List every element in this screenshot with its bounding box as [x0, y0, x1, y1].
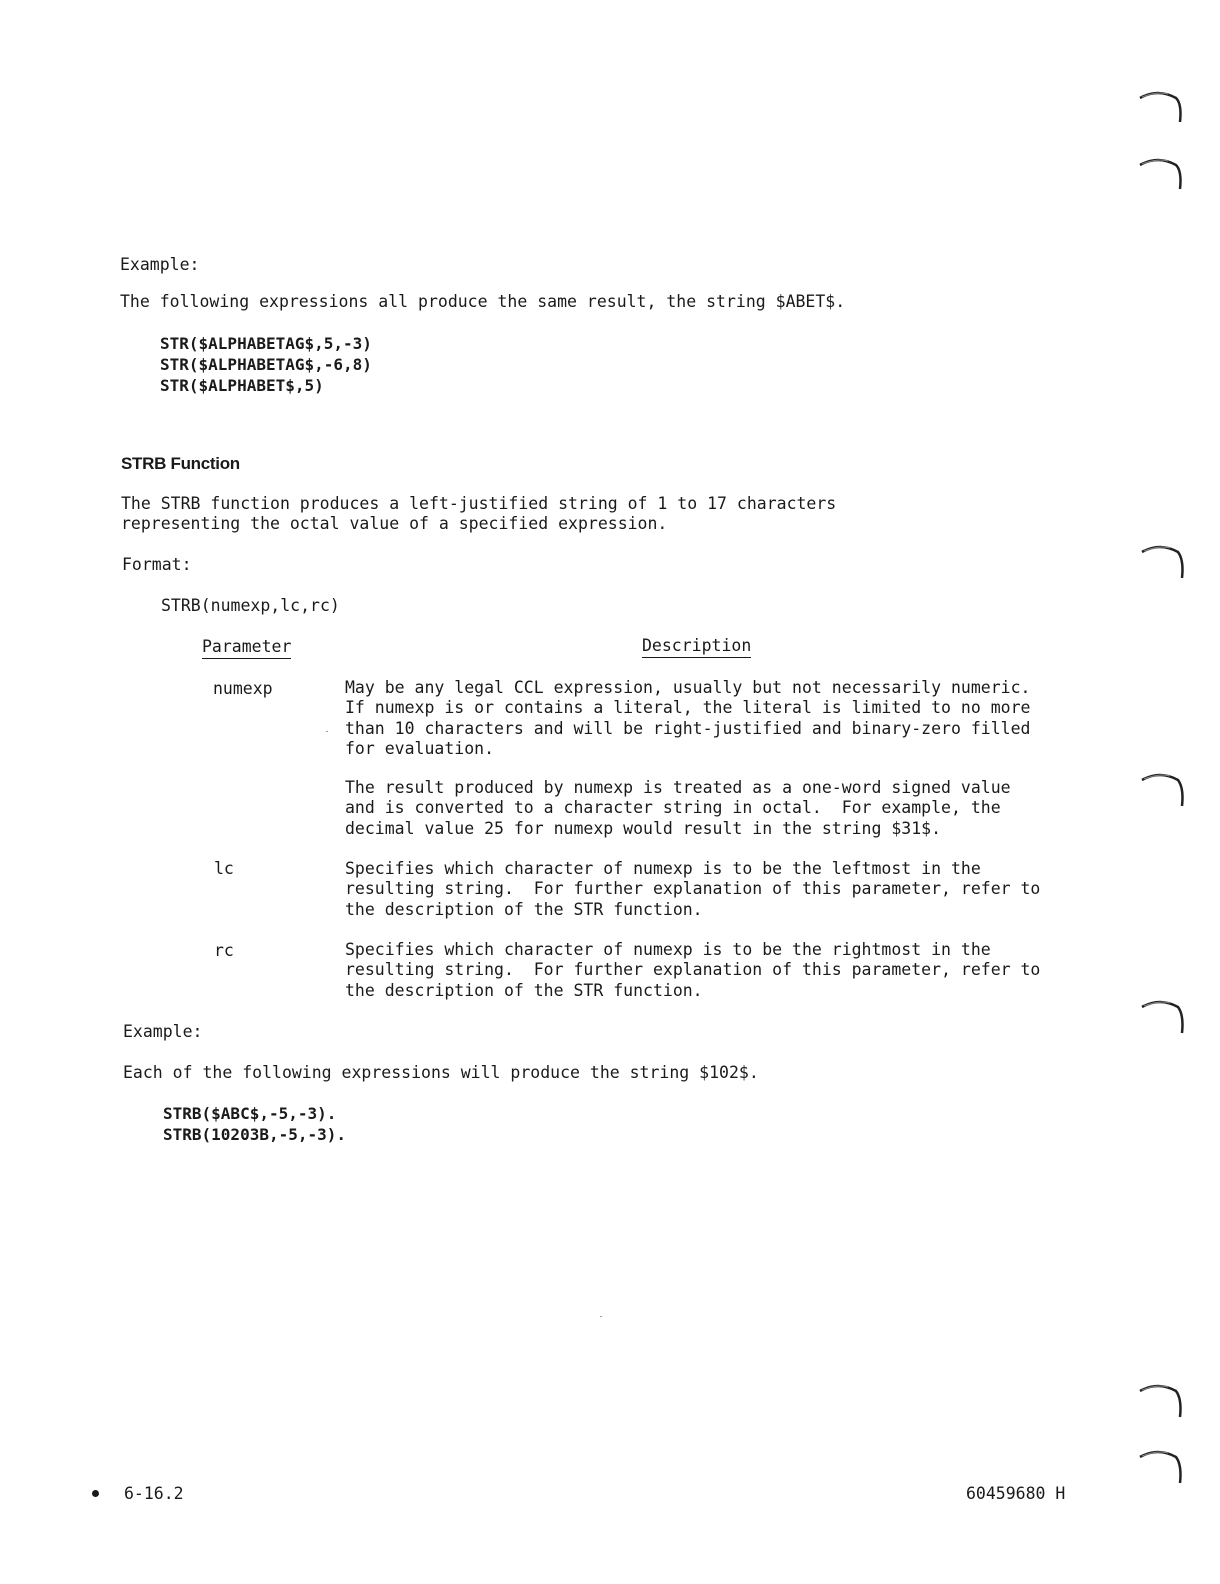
- format-syntax: STRB(numexp,lc,rc): [161, 596, 340, 615]
- table-param-name: numexp: [213, 679, 273, 698]
- table-param-description: Specifies which character of numexp is to be the leftmost in the resulting string. For further explanation of this parameter, refer to the description of the STR function.: [345, 859, 1041, 919]
- scan-speck: [600, 1316, 602, 1317]
- code-line: STR($ALPHABET$,5): [160, 376, 324, 395]
- bullet-icon: [92, 1490, 99, 1497]
- scan-speck: [326, 731, 328, 732]
- table-header-description: Description: [642, 636, 751, 658]
- binder-hole-mark: [1138, 1447, 1184, 1491]
- table-header-parameter: Parameter: [202, 637, 291, 659]
- example-label: Example:: [120, 255, 200, 274]
- example-intro: The following expressions all produce the same result, the string $ABET$.: [120, 292, 846, 311]
- section-description-line: The STRB function produces a left-justified string of 1 to 17 characters: [121, 494, 837, 513]
- table-param-name: lc: [214, 859, 234, 878]
- table-param-name: rc: [214, 941, 234, 960]
- example-intro: Each of the following expressions will produce the string $102$.: [123, 1063, 759, 1082]
- binder-hole-mark: [1138, 155, 1184, 197]
- document-number: 60459680 H: [966, 1484, 1066, 1503]
- format-label: Format:: [122, 555, 192, 574]
- example-label: Example:: [123, 1022, 203, 1041]
- table-param-description: May be any legal CCL expression, usually but not necessarily numeric. If numexp is or contains a literal, the literal is limited to no more than 10 characters and will be right-justified and binary-zero filled for evaluation.: [345, 678, 1031, 758]
- section-description-line: representing the octal value of a specified expression.: [121, 514, 668, 533]
- binder-hole-mark: [1140, 997, 1186, 1041]
- table-param-description: The result produced by numexp is treated as a one-word signed value and is converted to a character string in octal. For example, the decimal value 25 for numexp would result in the string $31$.: [345, 778, 1011, 838]
- table-param-description: Specifies which character of numexp is to be the rightmost in the resulting string. For further explanation of this parameter, refer to the description of the STR function.: [345, 940, 1041, 1000]
- binder-hole-mark: [1138, 1381, 1184, 1425]
- page-number: 6-16.2: [124, 1484, 184, 1503]
- code-line: STRB($ABC$,-5,-3).: [163, 1104, 337, 1123]
- binder-hole-mark: [1140, 542, 1186, 586]
- code-line: STR($ALPHABETAG$,-6,8): [160, 355, 372, 374]
- code-line: STRB(10203B,-5,-3).: [163, 1125, 347, 1144]
- binder-hole-mark: [1138, 88, 1184, 130]
- section-heading: STRB Function: [121, 454, 240, 473]
- binder-hole-mark: [1140, 770, 1186, 814]
- code-line: STR($ALPHABETAG$,5,-3): [160, 334, 372, 353]
